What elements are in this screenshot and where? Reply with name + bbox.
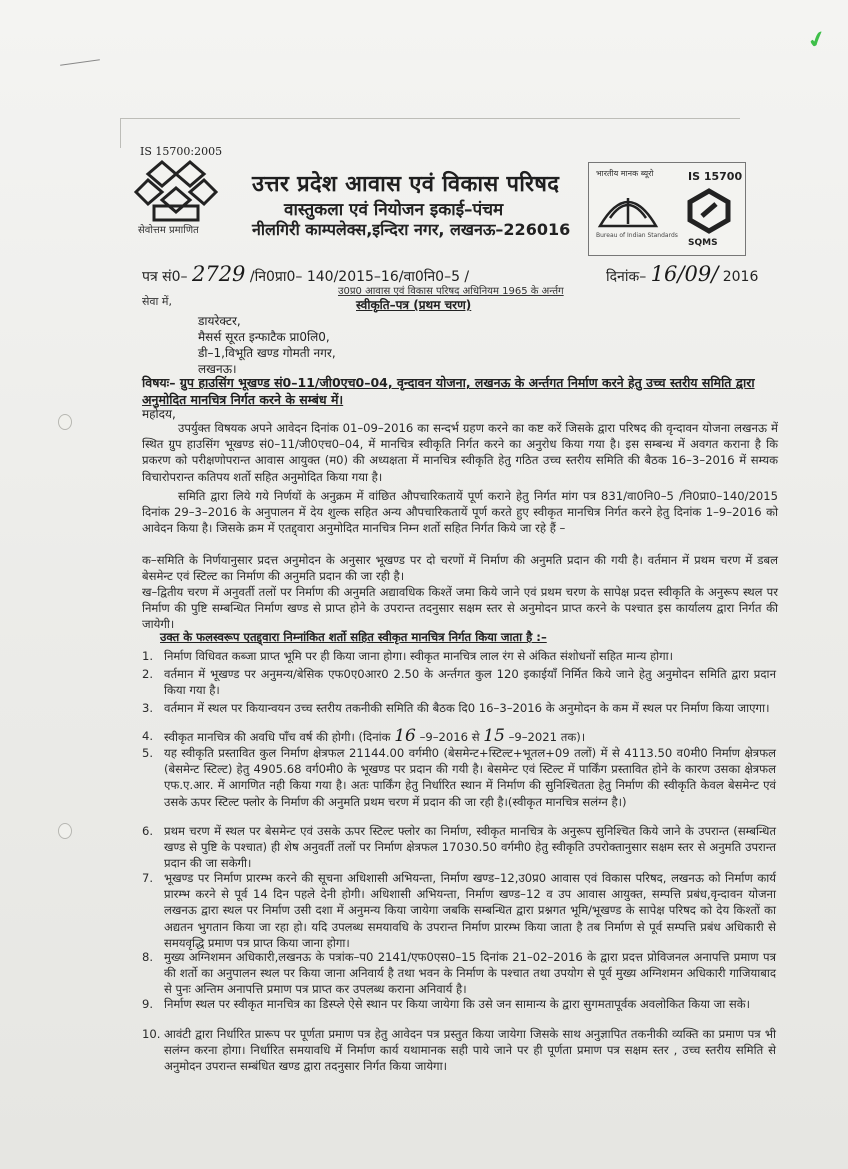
condition-text: आवंटी द्वारा निर्धारित प्रारूप पर पूर्णता प्रमाण पत्र हेतु आवेदन पत्र प्रस्तुत किया जायेगा जिसके साथ अनुज्ञापित तकनीकी व्यक्ति का प्रमाण पत्र भी सलंग्न करना होगा। निर्धारित समयावधि में निर्माण कार्य यथामानक सही पाये जाने पर ही पूर्णता प्रमाण पत्र सक्षम स्तर , उच्च स्तरीय समिति से अनुमोदन उपरान्त सम्बंधित खण्ड द्वारा तदनुसार निर्गत किया जायेगा।	[164, 1027, 776, 1074]
condition-4-text-c: –9–2021 तक)।	[508, 730, 586, 744]
recipient-line: डी–1,विभूति खण्ड गोमती नगर,	[198, 346, 336, 360]
sqms-logo-icon	[684, 186, 734, 236]
condition-item	[142, 666, 778, 698]
condition-item	[142, 1026, 778, 1075]
punch-hole	[58, 823, 72, 839]
condition-number: 9.	[142, 997, 154, 1011]
subject-line	[142, 374, 782, 408]
handwritten-start-day: 16	[394, 726, 416, 746]
organization-unit: वास्तुकला एवं नियोजन इकाई–पंचम	[284, 200, 504, 220]
condition-item	[142, 823, 778, 872]
date-prefix: दिनांक–	[606, 269, 647, 285]
recipient-line: लखनऊ।	[198, 362, 237, 376]
condition-number: 8.	[142, 950, 154, 964]
punch-hole	[58, 414, 72, 430]
condition-4-text-b: –9–2016 से	[419, 730, 480, 744]
paragraph-kha: ख–द्वितीय चरण में अनुवर्ती तलों पर निर्माण की अनुमति अद्यावधिक किश्तें जमा किये जाने एवं प्रथम चरण के सापेक्ष प्रदत्त स्वीकृति के अनुरूप स्थल पर निर्माण की पुष्टि सम्बन्धित निर्माण खण्ड से प्राप्त होने के उपरान्त तदनुसार सक्षम स्तर से अनुमोदन प्राप्त करने के पश्चात इस कार्यालय द्वारा निर्गत की जायेगी।	[142, 585, 778, 632]
pen-mark	[60, 59, 100, 66]
ref-prefix: पत्र सं0–	[142, 269, 188, 285]
ref-rest: /नि0प्रा0– 140/2015–16/वा0नि0–5 /	[249, 269, 470, 285]
conditions-heading: उक्त के फलस्वरूप एतद्द्वारा निम्नांकित शर्तो सहित स्वीकृत मानचित्र निर्गत किया जाता है :–	[160, 630, 547, 644]
avas-vikas-logo-icon	[134, 158, 218, 228]
condition-item	[142, 996, 778, 1012]
condition-text: यह स्वीकृति प्रस्तावित कुल निर्माण क्षेत्रफल 21144.00 वर्गमी0 (बेसमेन्ट+स्टिल्ट+भूतल+09 तलों) में से 4113.50 व0मी0 निर्माण क्षेत्रफल (बेसमेन्ट स्टिल्ट) हेतु 4905.68 वर्ग0मी0 के भूखण्ड पर प्रदान की गयी है। बेसमेन्ट एवं स्टिल्ट में पार्किंग प्रस्तावित होने के कारण उसका क्षेत्रफल एफ.ए.आर. में आगणित नही किया गया है। अतः पार्किंग हेतु निर्धारित स्थान में निर्माण की सुनिश्चितता हेतु निर्माण की स्वीकृति केवल बेसमेन्ट एवं उसके ऊपर स्टिल्ट फ्लोर के निर्माण की अनुमति प्रथम चरण में प्रदान की जा रही है।(स्वीकृत मानचित्र सलंग्न है।)	[164, 746, 776, 809]
paragraph-ka: क–समिति के निर्णयानुसार प्रदत्त अनुमोदन के अनुसार भूखण्ड पर दो चरणों में निर्माण की अनुमति प्रदान की गयी है। वर्तमान में प्रथम चरण में डबल बेसमेन्ट एवं स्टिल्ट का निर्माण की अनुमति प्रदान की जा रही है।	[142, 553, 778, 584]
sqms-label: SQMS	[688, 238, 718, 248]
condition-text: वर्तमान में स्थल पर कियान्वयन उच्च स्तरीय तकनीकी समिति की बैठक दि0 16–3–2016 के अनुमोदन के कम में स्थल पर निर्माण किया जाएगा।	[164, 701, 770, 715]
letter-date	[606, 262, 758, 286]
condition-text: प्रथम चरण में स्थल पर बेसमेन्ट एवं उसके ऊपर स्टिल्ट फ्लोर का निर्माण, स्वीकृत मानचित्र के अनुरूप सुनिश्चित किये जाने के उपरान्त (सम्बन्धित खण्ड से पुष्टि के पश्चात) ही शेष अनुवर्ती तलों पर निर्माण क्षेत्रफल 17030.50 वर्गमी0 हेतु स्वीकृति उपरोक्तानुसार सक्षम स्तर से अनुमति उपरान्त प्रदान की जा सकेगी।	[164, 824, 776, 871]
recipient-line: मैसर्स सूरत इन्फाटैक प्रा0लि0,	[198, 330, 330, 344]
subject-label: विषयः–	[142, 375, 176, 390]
condition-item	[142, 949, 778, 998]
condition-number: 6.	[142, 824, 154, 838]
condition-text: भूखण्ड पर निर्माण प्रारम्भ करने की सूचना अधिशासी अभियन्ता, निर्माण खण्ड–12,उ0प्र0 आवास एवं विकास परिषद, लखनऊ को निर्माण कार्य प्रारम्भ करने से पूर्व 14 दिन पहले देनी होगी। अधिशासी अभियन्ता, निर्माण खण्ड–12 व उप आवास आयुक्त, सम्पत्ति प्रबंध,वृन्दावन योजना लखनऊ द्वारा स्थल पर निर्माण उसी दशा में अनुमन्य किया जायेगा जबकि सम्बन्धित द्वारा प्रश्नगत भूमि/भूखण्ड के सापेक्ष परिषद को देय किश्तों का अद्यतन भुगतान किया जा रहा हो। यदि उपलब्ध समयावधि के उपरान्त निर्माण प्रारम्भ किया जाता है तब निर्माण से पूर्व सम्पत्ति प्रबंध अधिकारी से समयवृद्धि प्रमाण पत्र प्राप्त किया जाना होगा।	[164, 871, 776, 950]
subject-text: ग्रुप हाउसिंग भूखण्ड सं0–11/जी0एच0–04, वृन्दावन योजना, लखनऊ के अर्न्तगत निर्माण करने हेतु उच्च स्तरीय समिति द्वारा अनुमोदित मानचित्र निर्गत करने के सम्बंध में।	[142, 375, 755, 407]
organization-name: उत्तर प्रदेश आवास एवं विकास परिषद	[252, 172, 560, 197]
handwritten-end-day: 15	[483, 726, 505, 746]
condition-number: 1.	[142, 649, 154, 663]
condition-item	[142, 728, 778, 745]
condition-number: 3.	[142, 701, 154, 715]
condition-text: निर्माण विधिवत कब्जा प्राप्त भूमि पर ही किया जाना होगा। स्वीकृत मानचित्र लाल रंग से अंकित संशोधनों सहित मान्य होगा।	[164, 649, 674, 663]
is-code-label: IS 15700:2005	[140, 145, 223, 158]
handwritten-date: 16/09/	[650, 262, 719, 286]
date-year: 2016	[722, 269, 759, 285]
bis-logo-icon	[596, 184, 660, 230]
bis-english-label: Bureau of Indian Standards	[596, 232, 678, 239]
condition-item	[142, 700, 778, 716]
condition-text: निर्माण स्थल पर स्वीकृत मानचित्र का डिस्प्ले ऐसे स्थान पर किया जायेगा कि उसे जन सामान्य के द्वारा सुगमतापूर्वक अवलोकित किया जा सके।	[164, 997, 751, 1011]
condition-text: वर्तमान में भूखण्ड पर अनुमन्य/बेसिक एफ0ए0आर0 2.50 के अर्न्तगत कुल 120 इकाईयाँ निर्मित किये जाने हेतु अनुमोदन समिति द्वारा प्रदान किया गया है।	[164, 667, 776, 698]
condition-number: 4.	[142, 729, 154, 743]
salutation: सेवा में,	[142, 295, 172, 308]
organization-address: नीलगिरी काम्पलेक्स,इन्दिरा नगर, लखनऊ–226016	[252, 220, 571, 239]
act-reference: उ0प्र0 आवास एवं विकास परिषद अधिनियम 1965 के अर्न्तग	[338, 286, 564, 297]
condition-number: 10.	[142, 1027, 161, 1041]
condition-4-text-a: स्वीकृत मानचित्र की अवधि पाँच वर्ष की होगी। (दिनांक	[164, 730, 391, 744]
page-edge-line-left	[120, 118, 121, 148]
condition-number: 2.	[142, 667, 154, 681]
condition-text: मुख्य अग्निशमन अधिकारी,लखनऊ के पत्रांक–प0 2141/एफ0एस0–15 दिनांक 21–02–2016 के द्वारा प्रदत्त प्रोविजनल अनापत्ति प्रमाण पत्र की शर्तो का अनुपालन स्थल पर किया जाना अनिवार्य है तथा भवन के निर्माण के पश्चात तथा उपयोग से पूर्व मुख्य अग्निशमन अधिकारी गाजियाबाद से पुनः अन्तिम अनापत्ति प्रमाण पत्र प्राप्त कर उपलब्ध कराना अनिवार्य है।	[164, 950, 776, 997]
logo-caption: सेवोत्तम प्रमाणित	[138, 225, 199, 236]
paragraph-1: उपर्युक्त विषयक अपने आवेदन दिनांक 01–09–2016 का सन्दर्भ ग्रहण करने का कष्ट करें जिसके द्वारा परिषद की वृन्दावन योजना लखनऊ में स्थित ग्रुप हाउसिंग भूखण्ड सं0–11/जी0एच0–04, में मानचित्र स्वीकृति निर्गत करने का अनुरोध किया गया है। इस सम्बन्ध में अवगत कराना है कि प्रकरण को परीक्षणोपरान्त आवास आयुक्त (म0) की अध्यक्षता में मानचित्र स्वीकृति हेतु गठित उच्च स्तरीय समिति की बैठक 16–3–2016 में सम्यक विचारोपरान्त कतिपय शर्तो सहित अनुमोदित किया गया है।	[142, 421, 778, 484]
condition-text	[164, 728, 776, 745]
paragraph-2: समिति द्वारा लिये गये निर्णयों के अनुक्रम में वांछित औपचारिकतायें पूर्ण कराने हेतु निर्गत मांग पत्र 831/वा0नि0–5 /नि0प्रा0–140/2015 दिनांक 29–3–2016 के अनुपालन में देय शुल्क सहित अन्य औपचारिकतायें पूर्ण करते हुए स्वीकृत मानचित्र निर्गत करने हेतु दिनांक 1–9–2016 को आवेदन किया है। जिसके क्रम में एतद्द्वारा अनुमोदित मानचित्र निम्न शर्तो सहित निर्गत किये जा रहे हैं –	[142, 489, 778, 536]
condition-number: 5.	[142, 746, 154, 760]
condition-item	[142, 870, 778, 951]
green-check-mark-icon: ✔	[804, 25, 830, 56]
handwritten-ref-number: 2729	[191, 262, 246, 286]
is-15700-label: IS 15700	[688, 170, 743, 183]
bis-label: भारतीय मानक ब्यूरो	[596, 169, 654, 178]
recipient-line: डायरेक्टर,	[198, 314, 241, 328]
condition-number: 7.	[142, 871, 154, 885]
greeting: महोदय,	[142, 407, 176, 421]
page-edge-line	[120, 118, 740, 119]
condition-item	[142, 648, 778, 664]
condition-item	[142, 745, 778, 810]
approval-title: स्वीकृति–पत्र (प्रथम चरण)	[356, 298, 472, 312]
